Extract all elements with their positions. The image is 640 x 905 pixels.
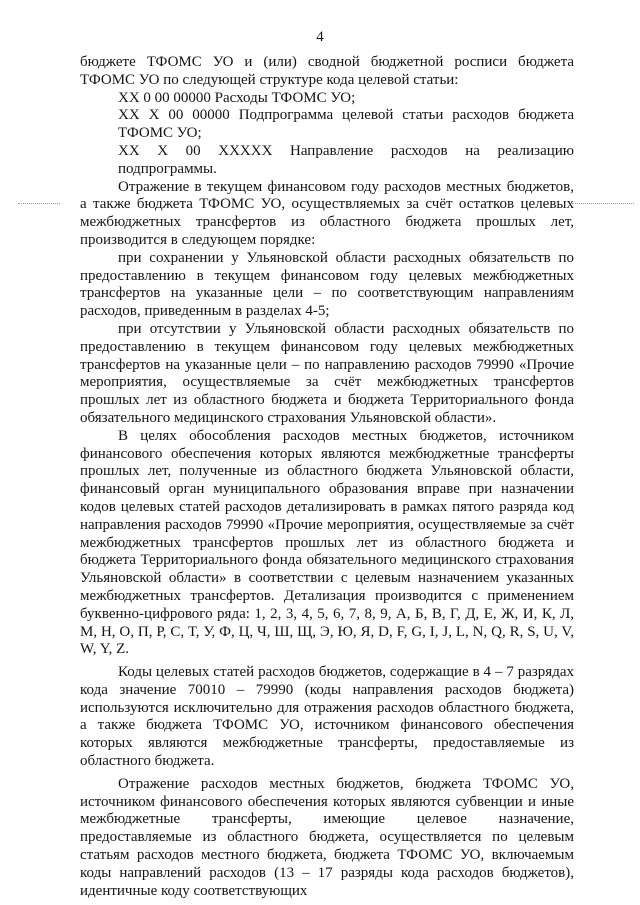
document-body (80, 54, 574, 900)
paragraph-target-codes: Коды целевых статей расходов бюджетов, содержащие в 4 – 7 разрядах кода значение 70010 – 79990 (коды направления расходов бюджета) используются исключительно для отражения расходов областного бюджета, а также бюджета ТФОМС УО, источником финансового обеспечения которых являются межбюджетные трансферты, предоставляемые из областного бюджета. (80, 664, 574, 770)
margin-scan-mark-right (572, 203, 634, 204)
paragraph-subventions: Отражение расходов местных бюджетов, бюджета ТФОМС УО, источником финансового обеспечения которых являются субвенции и иные межбюджетные трансферты, имеющие целевое назначение, предоставляемые из областного бюджета, осуществляется по целевым статьям расходов местного бюджета, бюджета ТФОМС УО, включаемым коды направлений расходов (13 – 17 разряды кода расходов бюджетов), идентичные коду соответствующих (80, 775, 574, 899)
paragraph-obligations-preserved: при сохранении у Ульяновской области расходных обязательств по предоставлению в текущем финансовом году целевых межбюджетных трансфертов на указанные цели – по соответствующим направлениям расходов, приведенным в разделах 4-5; (80, 249, 574, 320)
paragraph-separation-detailing: В целях обособления расходов местных бюджетов, источником финансового обеспечения которых являются межбюджетные трансферты прошлых лет, полученные из областного бюджета Ульяновской области, финансовый орган муниципального образования вправе при назначении кодов целевых статей расходов детализировать в рамках пятого разряда код направления расходов 79990 «Прочие мероприятия, осуществляемые за счёт межбюджетных трансфертов прошлых лет из областного бюджета и бюджета Территориального фонда обязательного медицинского страхования Ульяновской области» в соответствии с целевым назначением указанных межбюджетных трансфертов. Детализация производится с применением буквенно-цифрового ряда: 1, 2, 3, 4, 5, 6, 7, 8, 9, А, Б, В, Г, Д, Е, Ж, И, К, Л, М, Н, О, П, Р, С, Т, У, Ф, Ц, Ч, Ш, Щ, Э, Ю, Я, D, F, G, I, J, L, N, Q, R, S, U, V, W, Y, Z. (80, 427, 574, 658)
margin-scan-mark (18, 203, 60, 204)
code-structure-line-3: XX X 00 XXXXX Направление расходов на реализацию подпрограммы. (118, 142, 574, 177)
code-structure-line-2: XX X 00 00000 Подпрограмма целевой статьи расходов бюджета ТФОМС УО; (118, 107, 574, 142)
paragraph-reflection-order: Отражение в текущем финансовом году расходов местных бюджетов, а также бюджета ТФОМС УО, осуществляемых за счёт остатков целевых межбюджетных трансфертов из областного бюджета прошлых лет, производится в следующем порядке: (80, 178, 574, 248)
code-structure-line-1: XX 0 00 00000 Расходы ТФОМС УО; (118, 89, 356, 106)
paragraph-intro: бюджете ТФОМС УО и (или) сводной бюджетной росписи бюджета ТФОМС УО по следующей структуре кода целевой статьи: (80, 54, 574, 88)
paragraph-obligations-absent: при отсутствии у Ульяновской области расходных обязательств по предоставлению в текущем финансовом году целевых межбюджетных трансфертов на указанные цели – по направлению расходов 79990 «Прочие мероприятия, осуществляемые за счёт межбюджетных трансфертов прошлых лет из областного бюджета и бюджета Территориального фонда обязательного медицинского страхования Ульяновской области». (80, 320, 574, 426)
page-number: 4 (316, 29, 324, 45)
